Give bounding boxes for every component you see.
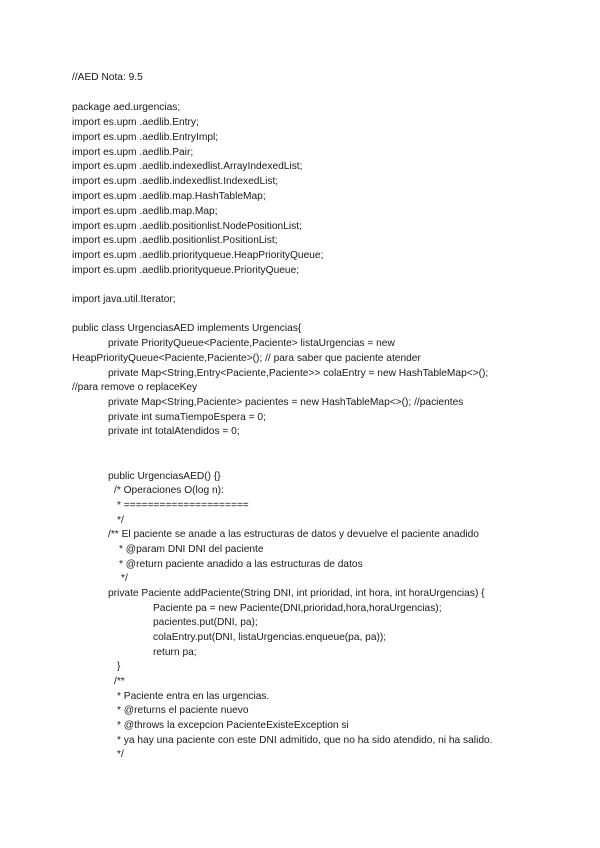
code-line: //para remove o replaceKey <box>72 382 198 393</box>
code-line: pacientes.put(DNI, pa); <box>153 617 258 628</box>
code-line: import es.upm .aedlib.indexedlist.IndexedList; <box>72 176 279 187</box>
code-line: public UrgenciasAED() {} <box>108 471 221 482</box>
code-line: import es.upm .aedlib.positionlist.PositionList; <box>72 235 278 246</box>
code-line: Paciente pa = new Paciente(DNI,prioridad,hora,horaUrgencias); <box>153 603 442 614</box>
code-line: * @returns el paciente nuevo <box>117 705 249 716</box>
code-line: import es.upm .aedlib.positionlist.NodePositionList; <box>72 221 302 232</box>
code-line: import es.upm .aedlib.indexedlist.ArrayIndexedList; <box>72 161 303 172</box>
code-line: private Map<String,Paciente> pacientes = new HashTableMap<>(); //pacientes <box>108 397 464 408</box>
code-line: import es.upm .aedlib.priorityqueue.PriorityQueue; <box>72 265 300 276</box>
code-line: /* Operaciones O(log n): <box>114 485 224 496</box>
code-line: * Paciente entra en las urgencias. <box>117 691 270 702</box>
code-line: * ===================== <box>117 500 249 511</box>
code-line: //AED Nota: 9.5 <box>72 72 143 83</box>
code-line: private int totalAtendidos = 0; <box>108 426 240 437</box>
code-line: private int sumaTiempoEspera = 0; <box>108 412 266 423</box>
code-line: */ <box>117 515 124 526</box>
code-line: * @param DNI DNI del paciente <box>119 544 264 555</box>
code-line: * ya hay una paciente con este DNI admitido, que no ha sido atendido, ni ha salido. <box>117 735 493 746</box>
code-line: */ <box>121 573 128 584</box>
code-line: /** <box>114 676 125 687</box>
code-line: import es.upm .aedlib.Entry; <box>72 117 199 128</box>
code-line: return pa; <box>153 647 197 658</box>
code-line: import es.upm .aedlib.priorityqueue.HeapPriorityQueue; <box>72 250 324 261</box>
code-line: private Map<String,Entry<Paciente,Paciente>> colaEntry = new HashTableMap<>(); <box>108 368 489 379</box>
code-line: import es.upm .aedlib.map.Map; <box>72 206 218 217</box>
code-line: import es.upm .aedlib.Pair; <box>72 147 194 158</box>
code-line: * @return paciente anadido a las estructuras de datos <box>119 559 363 570</box>
code-line: public class UrgenciasAED implements Urgencias{ <box>72 323 302 334</box>
code-line: import java.util.Iterator; <box>72 294 176 305</box>
code-line: /** El paciente se anade a las estructuras de datos y devuelve el paciente anadido <box>108 529 479 540</box>
code-line: private Paciente addPaciente(String DNI, int prioridad, int hora, int horaUrgencias) { <box>108 588 485 599</box>
code-line: * @throws la excepcion PacienteExisteException si <box>117 720 349 731</box>
code-line: } <box>117 661 121 672</box>
code-line: import es.upm .aedlib.map.HashTableMap; <box>72 191 266 202</box>
code-line: package aed.urgencias; <box>72 102 181 113</box>
code-line: */ <box>117 749 124 760</box>
code-line: import es.upm .aedlib.EntryImpl; <box>72 132 219 143</box>
code-line: colaEntry.put(DNI, listaUrgencias.enqueue(pa, pa)); <box>153 632 387 643</box>
code-line: private PriorityQueue<Paciente,Paciente> listaUrgencias = new <box>108 338 395 349</box>
code-line: HeapPriorityQueue<Paciente,Paciente>(); // para saber que paciente atender <box>72 353 421 364</box>
